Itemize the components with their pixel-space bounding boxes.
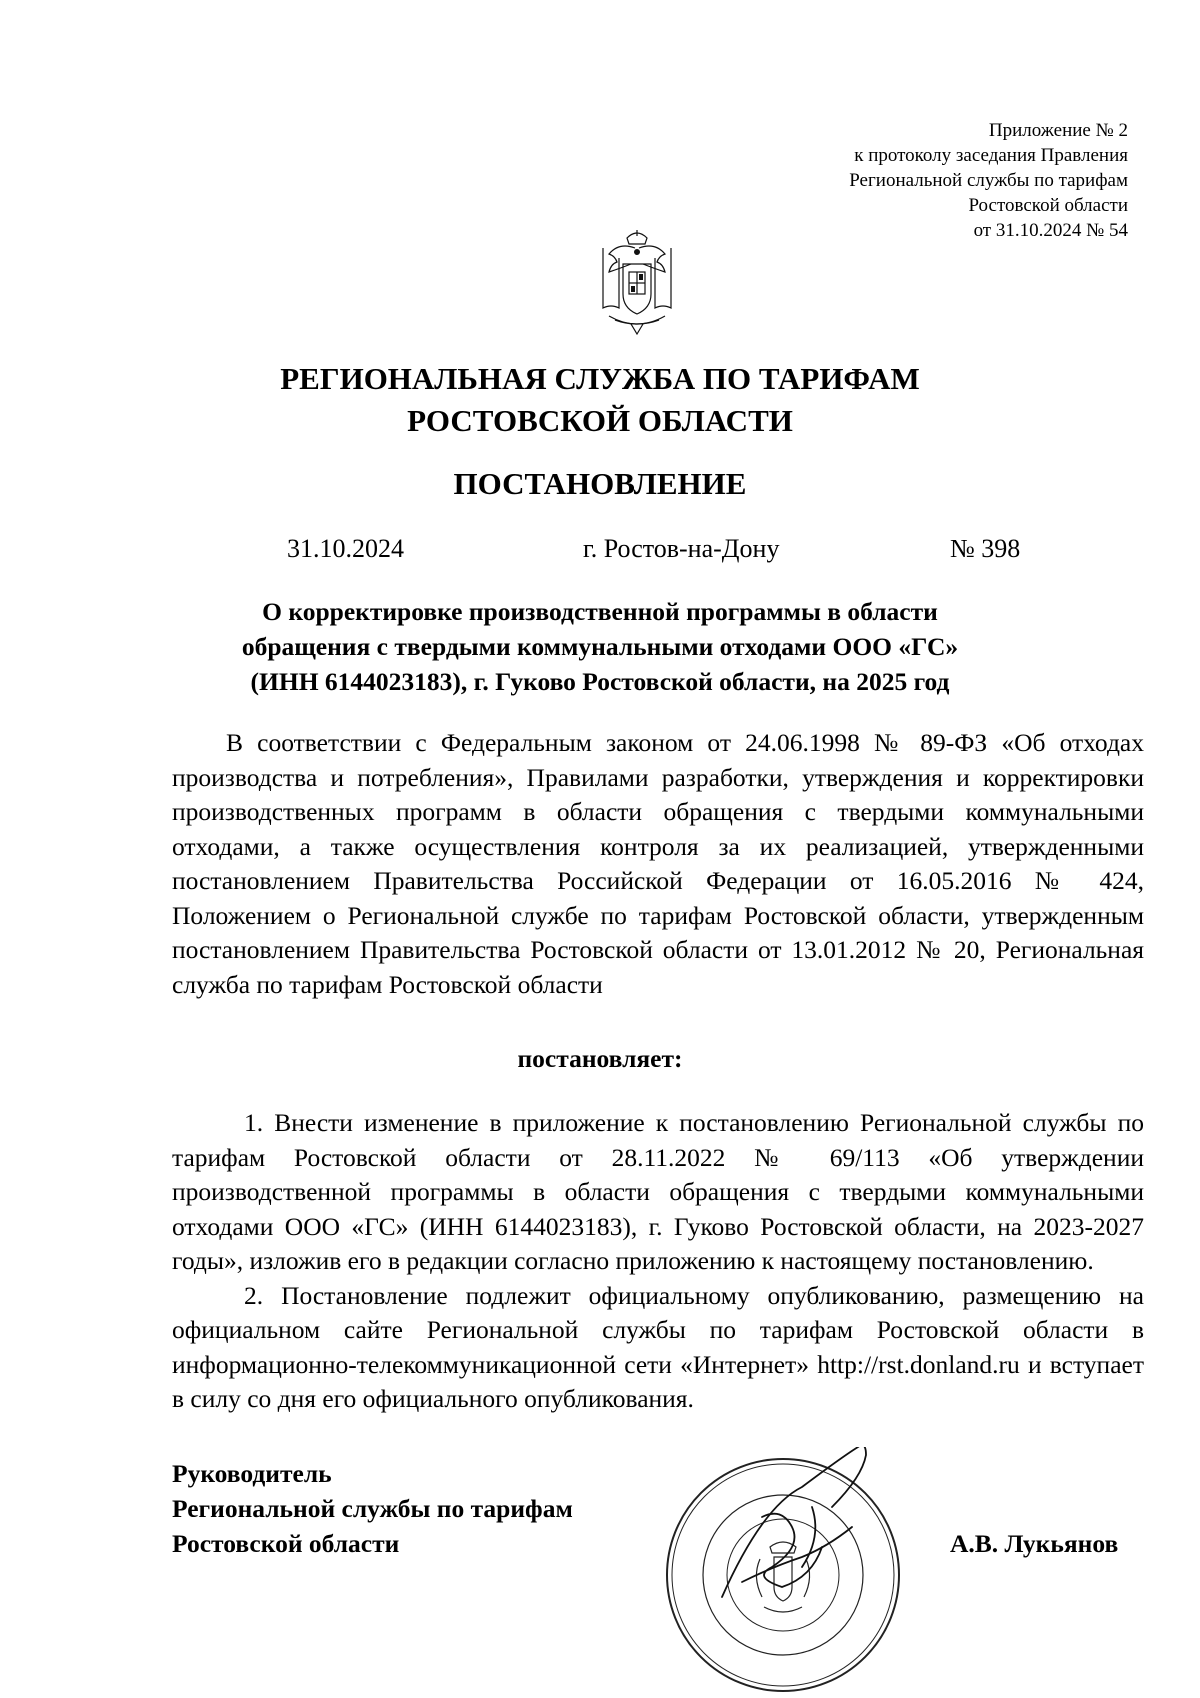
appendix-line: Приложение № 2 [988,120,1128,141]
signer-position [172,1456,573,1561]
signer-position-line: Региональной службы по тарифам [172,1494,573,1523]
resolution-item: 1. Внести изменение в приложение к постановлению Региональной службы по тарифам Ростовской области от 28.11.2022 № 69/113 «Об утверждении производственной программы в области обращения с твердыми коммунальными отходами ООО «ГС» (ИНН 6144023183), г. Гуково Ростовской области, на 2023-2027 годы», изложив его в редакции согласно приложению к настоящему постановлению. [172,1108,1144,1275]
preamble [172,726,1144,1002]
appendix-line: от 31.10.2024 № 54 [973,220,1128,241]
document-type: ПОСТАНОВЛЕНИЕ [453,466,747,501]
decrees-heading: постановляет: [517,1044,683,1073]
signer-position-line: Руководитель [172,1459,332,1488]
appendix-line: к протоколу заседания Правления [854,145,1128,166]
subject-line: О корректировке производственной программы в области [262,597,938,626]
organization-title-line: РЕГИОНАЛЬНАЯ СЛУЖБА ПО ТАРИФАМ [280,361,920,396]
document-city: г. Ростов-на-Дону [583,534,780,563]
organization-title [0,358,1200,442]
subject-line: обращения с твердыми коммунальными отходами ООО «ГС» [241,632,959,661]
appendix-line: Ростовской области [968,195,1128,216]
official-seal-icon [652,1447,914,1698]
subject-line: (ИНН 6144023183), г. Гуково Ростовской области, на 2025 год [250,667,950,696]
appendix-line: Региональной службы по тарифам [849,170,1128,191]
signer-position-line: Ростовской области [172,1529,400,1558]
preamble-paragraph: В соответствии с Федеральным законом от 24.06.1998 № 89-ФЗ «Об отходах производства и потребления», Правилами разработки, утверждения и корректировки производственных программ в области обращения с твердыми коммунальными отходами, а также осуществления контроля за их реализацией, утвержденными постановлением Правительства Российской Федерации от 16.05.2016 № 424, Положением о Региональной службе по тарифам Ростовской области, утвержденным постановлением Правительства Ростовской области от 13.01.2012 № 20, Региональная служба по тарифам Ростовской области [172,728,1144,999]
resolution-items [172,1106,1144,1417]
resolution-item: 2. Постановление подлежит официальному опубликованию, размещению на официальном сайте Региональной службы по тарифам Ростовской области в информационно-телекоммуникационной сети «Интернет» http://rst.donland.ru и вступает в силу со дня его официального опубликования. [172,1280,1144,1413]
organization-title-line: РОСТОВСКОЙ ОБЛАСТИ [407,403,793,438]
document-subject [0,594,1200,699]
coat-of-arms-icon [597,228,677,336]
signer-name: А.В. Лукьянов [950,1529,1119,1558]
document-date: 31.10.2024 [287,534,404,563]
appendix-reference [849,118,1128,243]
document-number: № 398 [950,534,1021,563]
